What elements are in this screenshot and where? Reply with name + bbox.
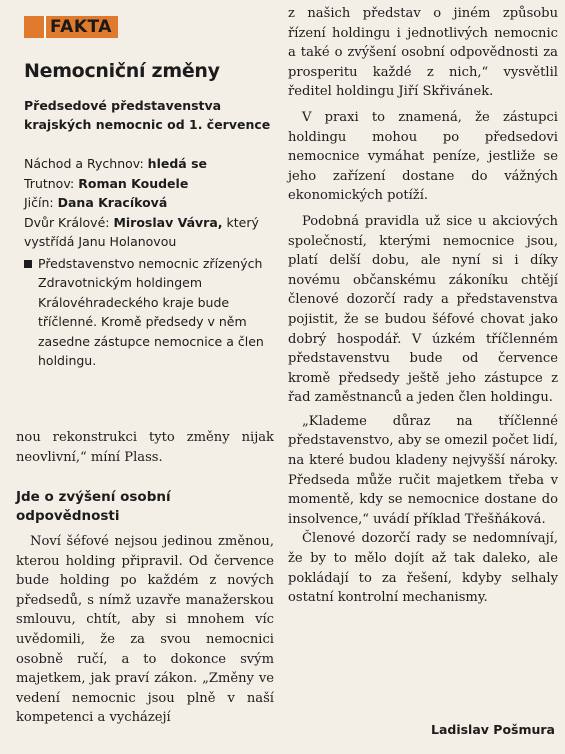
- box-headline: Nemocniční změny: [24, 60, 220, 82]
- tag-marker-square: [24, 16, 46, 38]
- right-paragraph-4: „Klademe důraz na tříčlenné představenstvo, aby se omezil počet lidí, na které budou kladeny nejvyšší nároky. Předseda může ručit majetkem třeba v momentě, kdy se nemocnice dostane do insolvence,“ uvádí příklad Třešňáková.: [288, 413, 558, 527]
- fakta-tag: [24, 16, 118, 38]
- fact-value: hledá se: [147, 156, 207, 171]
- fact-row: [24, 193, 274, 213]
- section-heading: Jde o zvýšení osobní odpovědnosti: [16, 489, 171, 524]
- fact-value: Miroslav Vávra,: [113, 214, 223, 230]
- right-paragraph-1: z našich představ o jiném způsobu řízení holdingu i jednotlivých nemocnic a také o zvýšení osobní odpovědnosti za prosperitu každé z nich,“ vysvětlil ředitel holdingu Jiří Skřivánek.: [288, 6, 558, 100]
- tag-label: FAKTA: [46, 16, 118, 38]
- fact-row: [24, 213, 274, 252]
- fact-row: [24, 154, 274, 174]
- author-byline: Ladislav Pošmura: [430, 722, 555, 737]
- left-body-paragraph: Noví šéfové nejsou jedinou změnou, kterou holding připravil. Od července bude holding po každém z nových předsedů, s nímž uzavře manažerskou smlouvu, chtít, aby si mnohem víc uvědomili, že za svou nemocnici osobně ručí, a to dokonce svým majetkem, jak praví zákon. „Změny ve vedení nemocnic jsou plně v naší kompetenci a vycházejí: [16, 534, 274, 726]
- fact-row: [24, 174, 274, 194]
- fact-value: Roman Koudele: [78, 175, 189, 191]
- right-column: [288, 4, 558, 608]
- fact-rest: který vystřídá Janu Holanovou: [24, 214, 259, 249]
- bullet-square-icon: [24, 260, 32, 268]
- facts-list: [24, 154, 274, 371]
- left-tail-paragraph: nou rekonstrukci tyto změny nijak neovlivní,“ míní Plass.: [16, 430, 274, 465]
- right-paragraph-2: V praxi to znamená, že zástupci holdingu mohou po předsedovi nemocnice vymáhat peníze, jestliže se jeho zařízení dostane do vážných ekonomických potíží.: [288, 109, 558, 204]
- box-subhead: Předsedové představenstva krajských nemocnic od 1. července: [24, 98, 271, 132]
- right-paragraph-5: Členové dozorčí rady se nedomnívají, že by to mělo dojít až tak daleko, ale pokládají to za řešení, kdyby selhaly ostatní kontrolní mechanismy.: [288, 531, 558, 606]
- fact-value: Dana Kracíková: [57, 195, 168, 210]
- bullet-text: Představenstvo nemocnic zřízených Zdravotnickým holdingem Královéhradeckého kraje bude tříčlenné. Kromě předsedy v něm zasedne zástupce nemocnice a člen holdingu.: [38, 255, 264, 368]
- bullet-item: [24, 254, 274, 371]
- fact-label: Trutnov:: [24, 175, 79, 191]
- fact-label: Dvůr Králové:: [24, 214, 114, 230]
- fact-label: Jičín:: [24, 195, 58, 210]
- right-paragraph-3: Podobná pravidla už sice u akciových společností, kterými nemocnice jsou, platí delší dobu, ale nyní si i díky novému občanskému zákoníku chtějí členové dozorčí rady a představenstva pojistit, že se budou šéfové chovat jako dobrý hospodář. V úzkém tříčlenném představenstvu bude od července kromě předsedy ještě jeho zástupce z řad zaměstnanců a jeden člen holdingu.: [288, 213, 558, 406]
- fact-label: Náchod a Rychnov:: [24, 156, 148, 171]
